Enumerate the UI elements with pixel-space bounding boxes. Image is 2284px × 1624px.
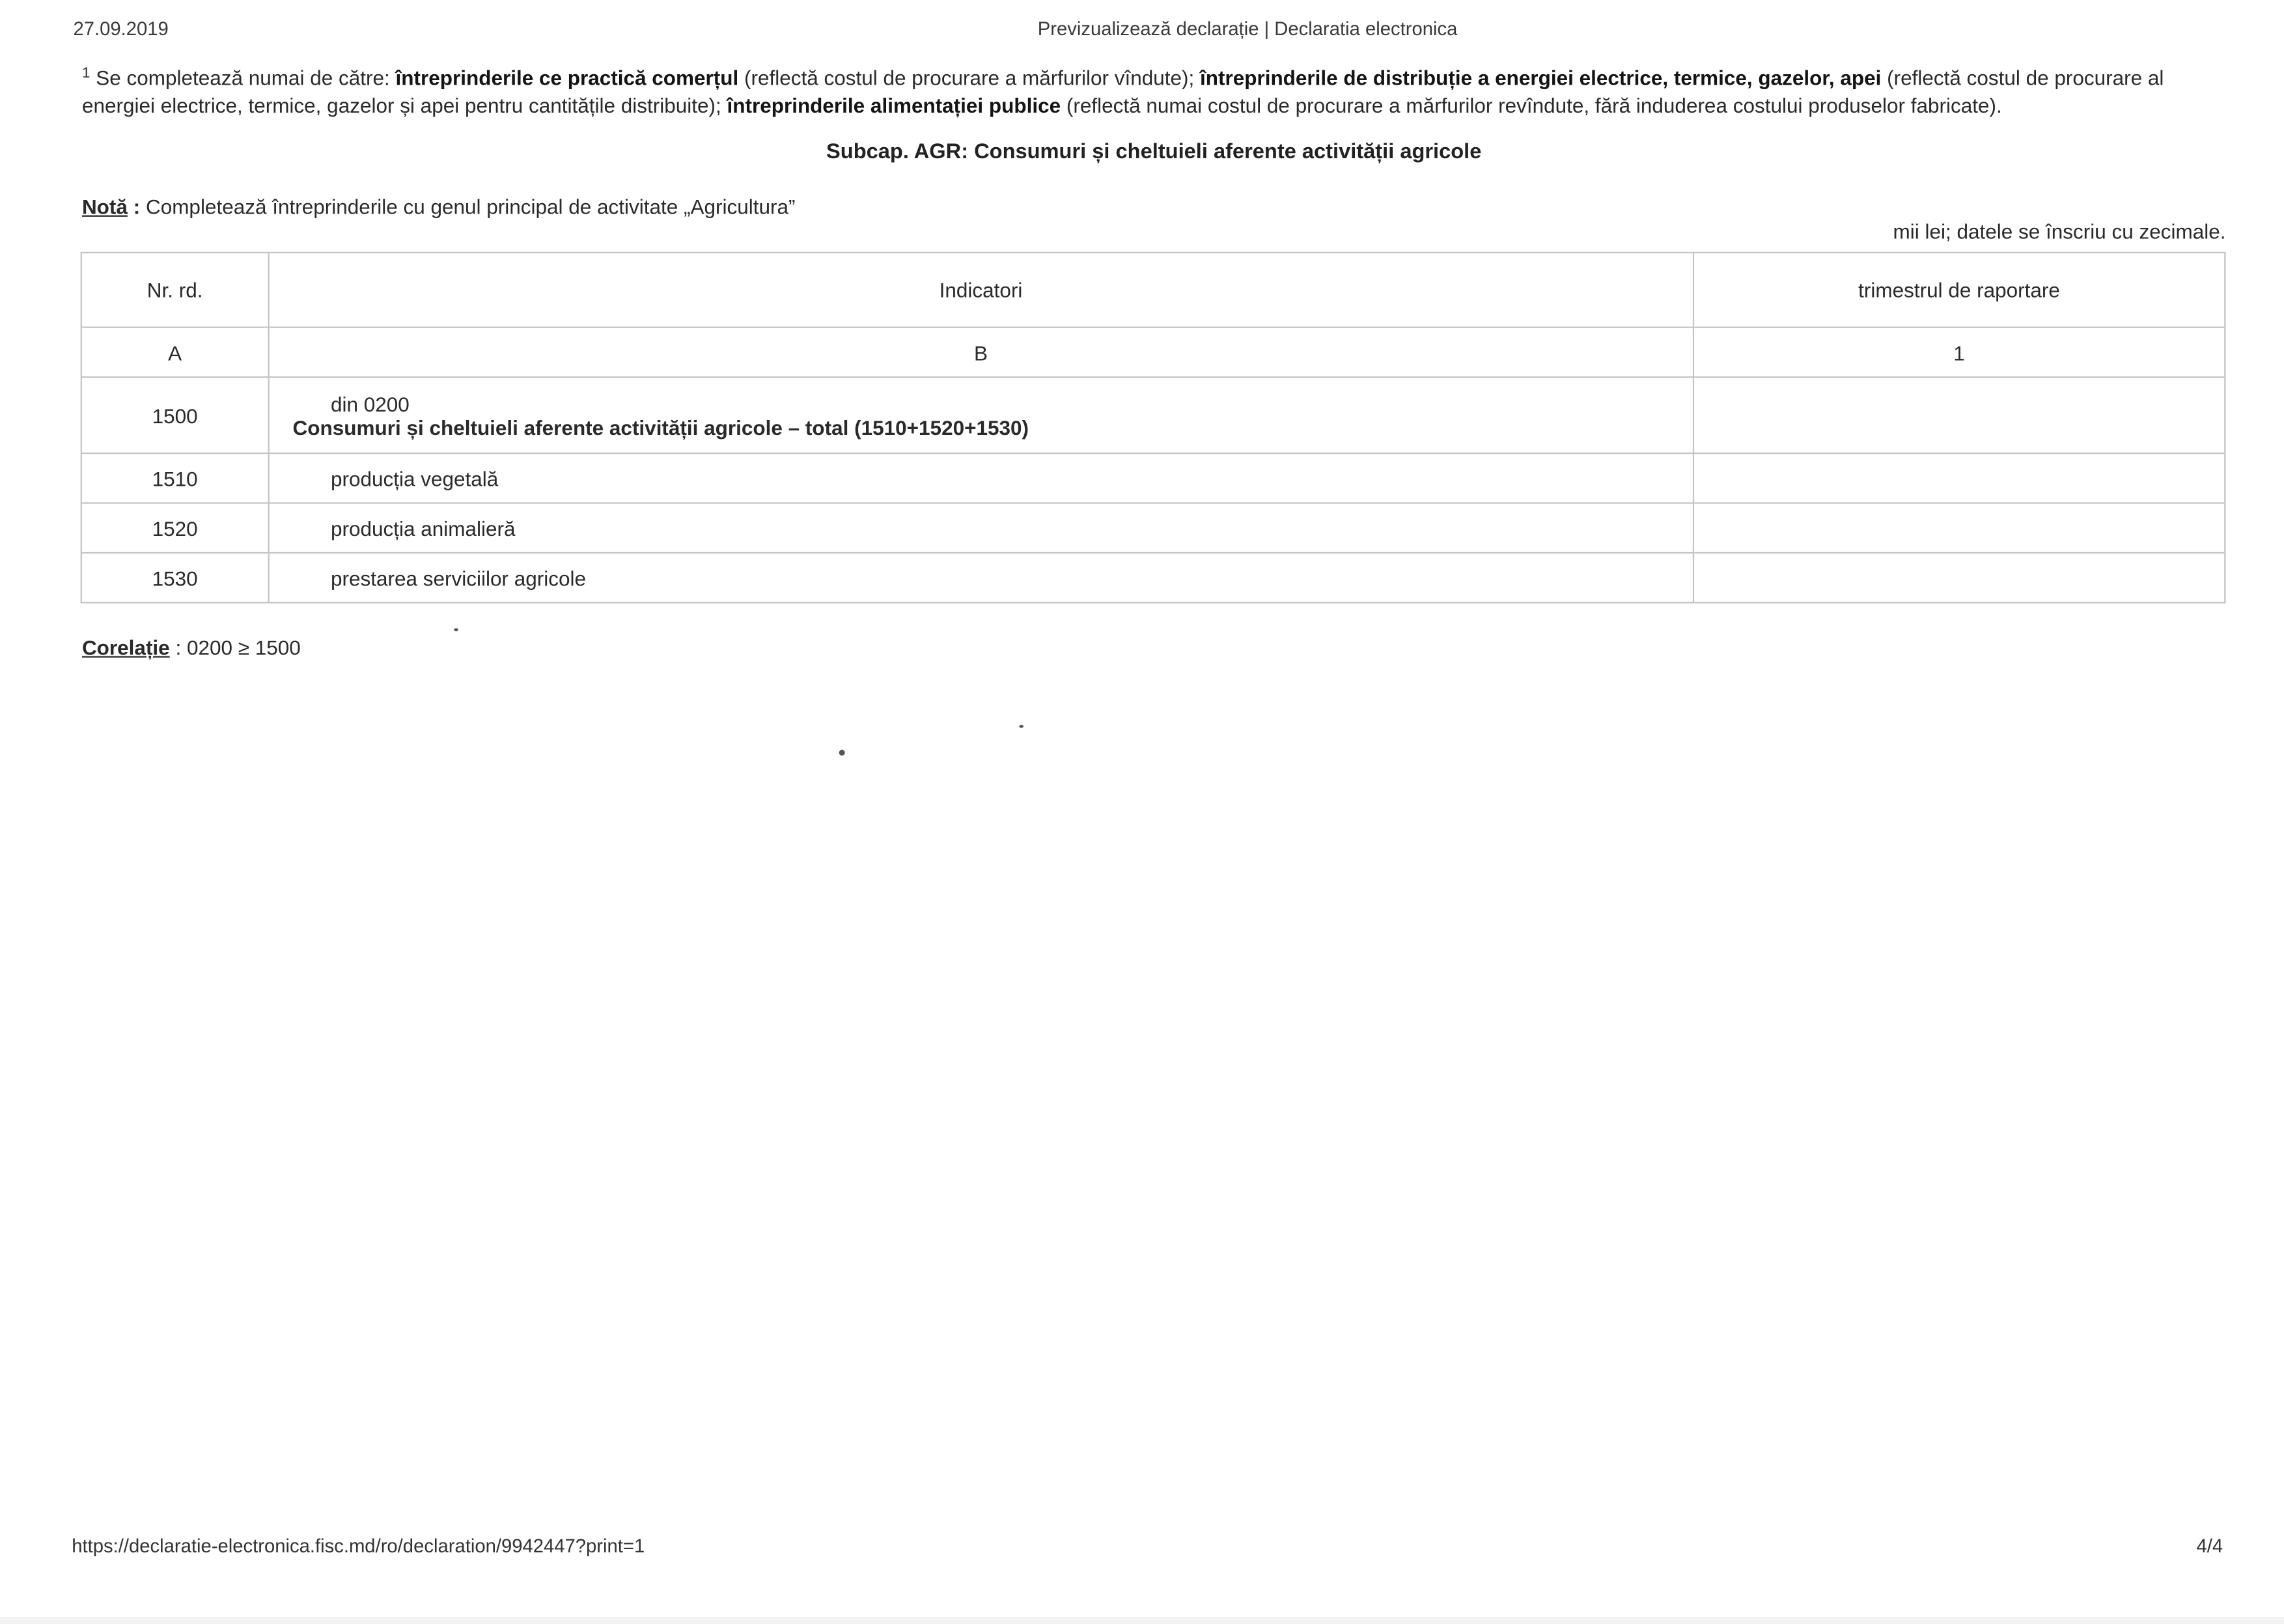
letter-b: B bbox=[268, 328, 1693, 377]
footnote-text-4: (reflectă numai costul de procurare a mărfurilor revîndute, fără induderea costului produselor fabricate). bbox=[1061, 93, 2002, 117]
corelatie-label: Corelație bbox=[81, 636, 170, 660]
units-note: mii lei; datele se înscriu cu zecimale. bbox=[1893, 219, 2226, 244]
section-title: Subcap. AGR: Consumuri și cheltuieli aferente activității agricole bbox=[826, 140, 1482, 164]
scan-speck bbox=[1019, 725, 1024, 727]
value-cell-1530 bbox=[1693, 553, 2225, 602]
footnote-bold-2: întreprinderile de distribuție a energiei electrice, termice, gazelor, apei bbox=[1199, 66, 1882, 90]
scan-speck bbox=[839, 749, 845, 755]
footnote-text-1: Se completează numai de către: bbox=[90, 66, 396, 90]
table-letter-row bbox=[81, 328, 2225, 377]
footnote bbox=[82, 60, 2235, 120]
footnote-text-3: (reflectă costul de procurare al energiei electrice, termice, gazelor și apei pentru cantitățile distribuite); bbox=[81, 66, 2164, 117]
footnote-marker: 1 bbox=[81, 66, 91, 82]
footnote-text-2: (reflectă costul de procurare a mărfurilor vîndute); bbox=[738, 66, 1200, 90]
value-cell-1500 bbox=[1693, 377, 2225, 453]
row-indicator: producția animalieră bbox=[268, 503, 1693, 553]
footnote-bold-1: întreprinderile ce practică comerțul bbox=[395, 66, 739, 90]
row-nr: 1530 bbox=[81, 553, 269, 602]
row-nr: 1510 bbox=[81, 453, 269, 503]
corelatie bbox=[82, 636, 301, 659]
corelatie-text: 0200 ≥ 1500 bbox=[186, 636, 301, 660]
corelatie-separator: : bbox=[169, 636, 187, 660]
scan-edge bbox=[0, 1617, 2284, 1624]
page-number: 4/4 bbox=[2196, 1534, 2223, 1557]
row-prefix: din 0200 bbox=[330, 391, 410, 415]
header-nr: Nr. rd. bbox=[81, 253, 269, 328]
row-indicator: producția vegetală bbox=[268, 453, 1693, 503]
table-row bbox=[81, 553, 2225, 602]
row-indicator bbox=[268, 377, 1693, 453]
print-date: 27.09.2019 bbox=[73, 17, 169, 40]
scan-speck bbox=[454, 628, 458, 631]
table-row bbox=[81, 503, 2225, 553]
table-header-row bbox=[81, 253, 2225, 328]
letter-c: 1 bbox=[1693, 328, 2225, 377]
nota-label: Notă bbox=[81, 195, 128, 219]
print-title: Previzualizează declarație | Declaratia electronica bbox=[1037, 17, 1458, 40]
table-row-total bbox=[81, 377, 2225, 453]
nota-text: Completează întreprinderile cu genul principal de activitate „Agricultura” bbox=[145, 195, 796, 219]
row-indicator: prestarea serviciilor agricole bbox=[268, 553, 1693, 602]
header-trimestru: trimestrul de raportare bbox=[1693, 253, 2225, 328]
header-indicatori: Indicatori bbox=[268, 253, 1693, 328]
indicators-table bbox=[81, 252, 2226, 604]
value-cell-1520 bbox=[1693, 503, 2225, 553]
nota-separator: : bbox=[127, 195, 146, 219]
footnote-bold-3: întreprinderile alimentației publice bbox=[727, 93, 1061, 117]
row-total-label: Consumuri și cheltuieli aferente activității agricole – total (1510+1520+1530) bbox=[292, 415, 1029, 439]
nota bbox=[82, 195, 796, 218]
table-row bbox=[81, 453, 2225, 503]
value-cell-1510 bbox=[1693, 453, 2225, 503]
page-url: https://declaratie-electronica.fisc.md/ro/declaration/9942447?print=1 bbox=[72, 1534, 645, 1557]
row-nr: 1520 bbox=[81, 503, 269, 553]
row-nr: 1500 bbox=[81, 377, 269, 453]
letter-a: A bbox=[81, 328, 269, 377]
